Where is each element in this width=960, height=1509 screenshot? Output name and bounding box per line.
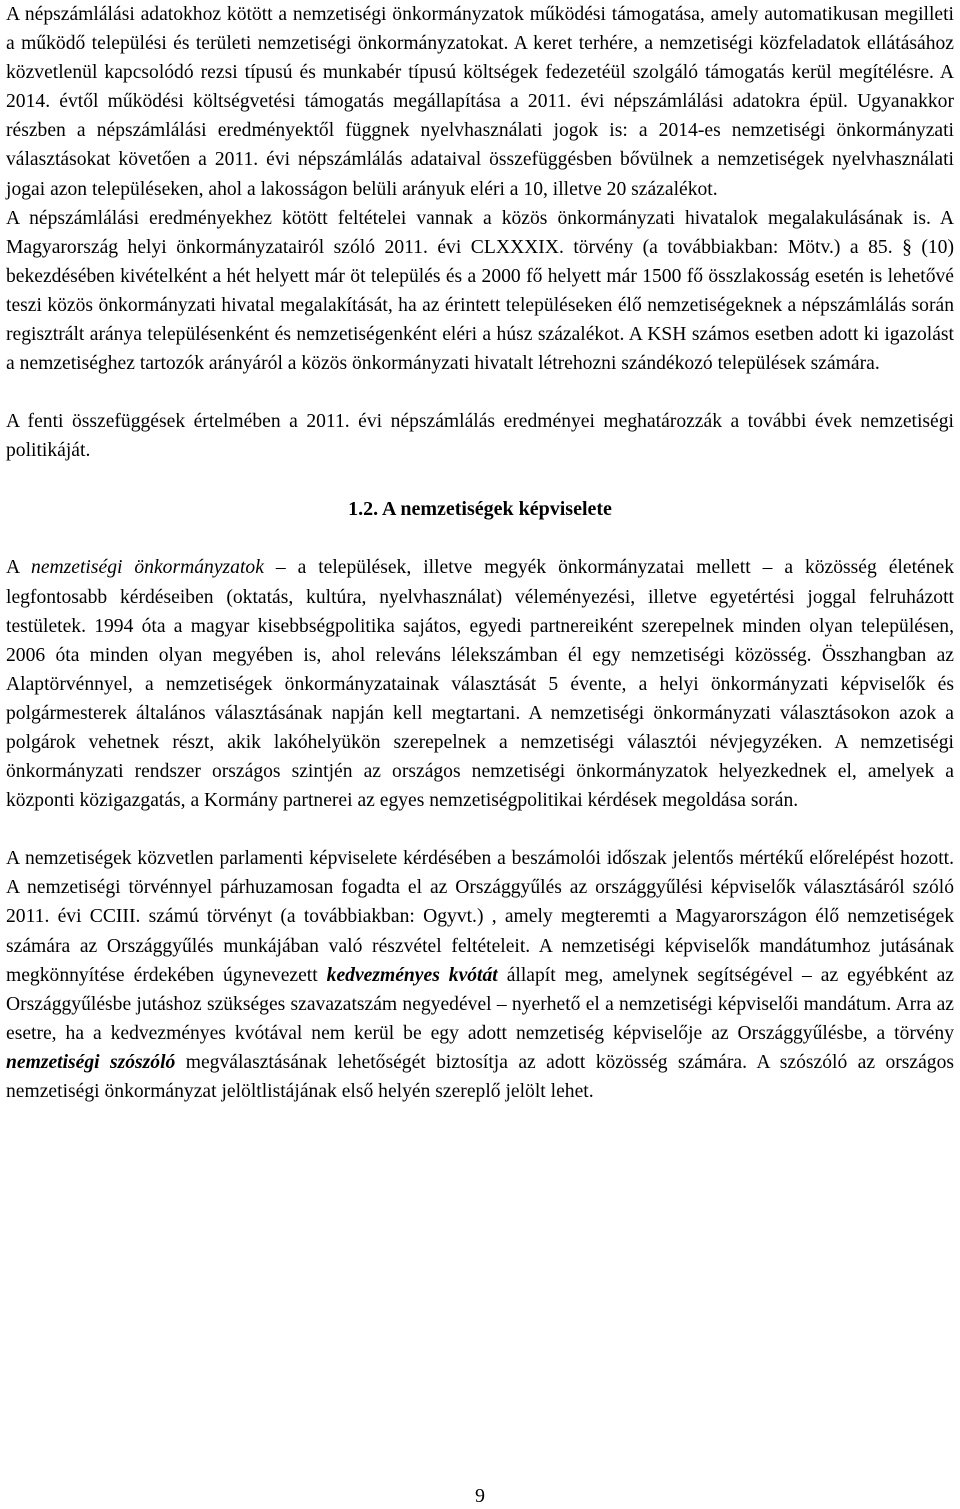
text-run: A bbox=[6, 557, 32, 579]
paragraph-parliamentary-representation bbox=[6, 844, 954, 1106]
text-run: – a települések, illetve megyék önkormányzatai mellett – a közösség életének legfontosabb kérdéseiben (oktatás, kultúra, nyelvhasználat) véleményezési, illetve egyetértési joggal felruházott testületek. 1994 óta a magyar kisebbségpolitika sajátos, egyedi partnereiként szerepelnek minden olyan településen, 2006 óta minden olyan megyében is, ahol releváns lélekszámban él egy nemzetiségi közösség. Összhangban az Alaptörvénnyel, a nemzetiségek önkormányzatainak választását 5 évente, a helyi önkormányzati képviselők és polgármesterek általános választásának napján kell megtartani. A nemzetiségi önkormányzati választásokon azok a polgárok vehetnek részt, akik lakóhelyükön szerepelnek a nemzetiségi választói névjegyzéken. A nemzetiségi önkormányzati rendszer országos szintjén az országos nemzetiségi önkormányzatok helyezkednek el, amelyek a központi közigazgatás, a Kormány partnerei az egyes nemzetiségpolitikai kérdések megoldása során. bbox=[6, 557, 955, 812]
text-run: állapít meg, amelynek segítségével – az egyébként az Országgyűlésbe jutáshoz szükséges szavazatszám negyedével – nyerhető el a nemzetiségi képviselői mandátum. Arra az esetre, ha a kedvezményes kvótával nem kerül be egy adott nemzetiség képviselője az Országgyűlésbe, a törvény bbox=[6, 964, 954, 1044]
text-run: megválasztásának lehetőségét biztosítja az adott közösség számára. A szószóló az országos nemzetiségi önkormányzat jelöltlistájának első helyén szereplő jelölt lehet. bbox=[6, 1051, 954, 1102]
emphasis-term-spokesperson: nemzetiségi szószóló bbox=[6, 1051, 176, 1073]
paragraph-minority-self-governments bbox=[6, 553, 954, 815]
paragraph-census-funding: A népszámlálási adatokhoz kötött a nemzetiségi önkormányzatok működési támogatása, amely automatikusan megilleti a működő települési és területi nemzetiségi önkormányzatokat. A keret terhére, a nemzetiségi közfeladatok ellátásához közvetlenül kapcsolódó rezsi típusú és munkabér típusú költségek fedezetéül szolgáló támogatás kerül megítélésre. A 2014. évtől működési költségvetési támogatás megállapítása a 2011. évi népszámlálási adatokra épül. Ugyanakkor részben a népszámlálási eredményektől függnek nyelvhasználati jogok is: a 2014-es nemzetiségi önkormányzati választásokat követően a 2011. évi népszámlálás adataival összefüggésben bővülnek a nemzetiségek nyelvhasználati jogai azon településeken, ahol a lakosságon belüli arányuk eléri a 10, illetve 20 százalékot. bbox=[6, 4, 954, 200]
page-number: 9 bbox=[475, 1485, 485, 1507]
text-run: A nemzetiségek közvetlen parlamenti képviselete kérdésében a beszámolói időszak jelentős mértékű előrelépést hozott. A nemzetiségi törvénnyel párhuzamosan fogadta el az Országgyűlés az országgyűlési képviselők választásáról szóló 2011. évi CCIII. számú törvényt (a továbbiakban: Ogyvt.) , amely megteremti a Magyarországon élő nemzetiségek számára az Országgyűlés munkájában való részvétel feltételeit. A nemzetiségi képviselők mandátumhoz jutásának megkönnyítése érdekében úgynevezett bbox=[6, 848, 954, 986]
emphasis-term-quota: kedvezményes kvótát bbox=[326, 964, 498, 986]
paragraph-conclusion: A fenti összefüggések értelmében a 2011. évi népszámlálás eredményei meghatározzák a további évek nemzetiségi politikáját. bbox=[6, 411, 954, 462]
paragraph-joint-office: A népszámlálási eredményekhez kötött feltételei vannak a közös önkormányzati hivatalok megalakulásának is. A Magyarország helyi önkormányzatairól szóló 2011. évi CLXXXIX. törvény (a továbbiakban: Mötv.) a 85. § (10) bekezdésében kivételként a hét helyett már öt település és a 2000 fő helyett már 1500 fő összlakosság esetén is lehetővé teszi közös önkormányzati hivatal megalakítását, ha az érintett településeken élő nemzetiségeknek a népszámlálás során regisztrált aránya településenként és nemzetiségenként eléri a húsz százalékot. A KSH számos esetben adott ki igazolást a nemzetiséghez tartozók arányáról a közös önkormányzati hivatalt létrehozni szándékozó települések számára. bbox=[6, 207, 954, 375]
emphasis-term: nemzetiségi önkormányzatok bbox=[31, 557, 264, 579]
document-page bbox=[6, 0, 954, 1509]
section-heading: 1.2. A nemzetiségek képviselete bbox=[348, 498, 612, 521]
